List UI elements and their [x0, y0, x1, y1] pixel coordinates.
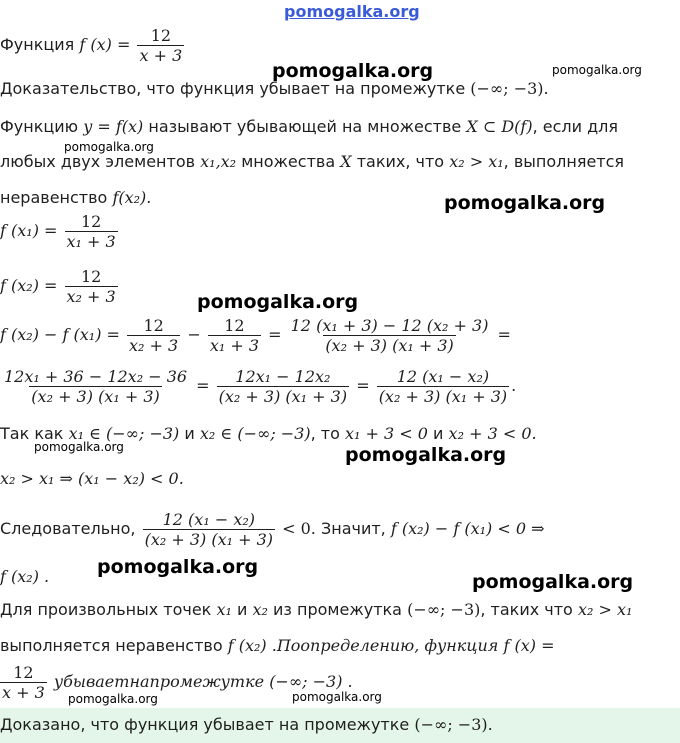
fraction-denominator: x₁ + 3 [66, 232, 116, 251]
watermark: pomogalka.org [552, 63, 642, 77]
definition-expr: f(x₂). [112, 188, 152, 207]
arbitrary-text: , таких что [480, 600, 573, 619]
difference-fraction [289, 316, 491, 355]
difference-fraction [208, 316, 261, 355]
fraction-numerator: 12 (x₁ + 3) − 12 (x₂ + 3) [290, 316, 489, 335]
watermark: pomogalka.org [97, 556, 259, 578]
therefore-text: Следовательно, [0, 519, 136, 538]
difference-fraction [217, 367, 349, 406]
definition-text: любых двух элементов [0, 152, 196, 171]
therefore-fraction [143, 510, 275, 549]
fx2-end-expr: f (x₂) . [0, 567, 50, 586]
implication-expr: x₂ > x₁ ⇒ (x₁ − x₂) < 0. [0, 469, 184, 488]
fraction-numerator: 12 [143, 316, 164, 335]
arbitrary-expr: x₂ > x₁ [577, 600, 633, 619]
arbitrary-expr: f (x₂) .Поопределению, функция f (x) = [227, 636, 555, 655]
watermark: pomogalka.org [345, 444, 507, 466]
conclusion-text: Доказано, что функция убывает на промежутке [0, 715, 410, 734]
fraction-numerator: 12 [80, 212, 102, 231]
implication-line [0, 469, 184, 489]
fraction-denominator: (x₂ + 3) (x₁ + 3) [378, 387, 508, 406]
arbitrary-line-2 [0, 636, 555, 656]
fraction-denominator: x₁ + 3 [209, 336, 260, 355]
difference-equation-1 [0, 316, 511, 355]
prove-text: Доказательство, что функция убывает на промежутке [0, 79, 466, 98]
therefore-expr: < 0. [282, 519, 316, 538]
arbitrary-expr: x₂ [252, 600, 268, 619]
arbitrary-line-1 [0, 600, 632, 620]
therefore-line [0, 510, 545, 549]
operator: = [497, 325, 511, 344]
since-line [0, 424, 537, 444]
since-expr: x₁ ∈ (−∞; −3) [68, 424, 180, 443]
fraction-numerator: 12x₁ + 36 − 12x₂ − 36 [4, 367, 188, 386]
function-fraction [137, 26, 184, 65]
since-expr: x₂ ∈ (−∞; −3) [199, 424, 311, 443]
operator: = [196, 376, 210, 395]
difference-fraction [2, 367, 189, 406]
definition-line-3 [0, 188, 151, 208]
fx2-end-line [0, 567, 49, 587]
watermark: pomogalka.org [197, 291, 359, 313]
definition-expr: x₂ > x₁ [449, 152, 504, 171]
function-lhs: f (x) = [79, 35, 131, 54]
definition-text: называют убывающей на множестве [148, 117, 462, 136]
definition-text: неравенство [0, 188, 108, 207]
fraction-denominator: (x₂ + 3) (x₁ + 3) [325, 336, 454, 355]
fraction-denominator: (x₂ + 3) (x₁ + 3) [144, 530, 274, 549]
since-text: , то [310, 424, 340, 443]
function-label: Функция [0, 35, 75, 54]
watermark: pomogalka.org [64, 140, 154, 154]
watermark-top: pomogalka.org [284, 2, 420, 21]
definition-line-2 [0, 152, 624, 172]
fx1-equation [0, 212, 120, 251]
definition-text: Функцию [0, 117, 79, 136]
fx2-fraction [65, 267, 118, 306]
function-definition-line [0, 26, 186, 65]
fraction-denominator: (x₂ + 3) (x₁ + 3) [31, 387, 160, 406]
therefore-expr: f (x₂) − f (x₁) < 0 ⇒ [390, 519, 545, 538]
fraction-denominator: x₂ + 3 [66, 287, 116, 306]
difference-equation-2 [0, 367, 516, 406]
arbitrary-text: Для произвольных точек [0, 600, 212, 619]
operator: . [511, 376, 517, 395]
since-expr: x₁ + 3 < 0 [345, 424, 428, 443]
fraction-numerator: 12 [224, 316, 245, 335]
definition-text: множества [241, 152, 336, 171]
fraction-numerator: 12 [13, 663, 34, 682]
definition-text: таких, что [356, 152, 445, 171]
prove-interval: (−∞; −3). [470, 79, 549, 98]
fx2-equation [0, 267, 120, 306]
difference-fraction [377, 367, 509, 406]
arbitrary-expr: убываетнапромежутке (−∞; −3) . [53, 672, 353, 691]
definition-expr: x₁,x₂ [200, 152, 237, 171]
fraction-denominator: x + 3 [2, 683, 45, 702]
arbitrary-text: и [236, 600, 248, 619]
difference-fraction [127, 316, 180, 355]
fraction-numerator: 12x₁ − 12x₂ [235, 367, 331, 386]
conclusion-box [0, 708, 680, 743]
prove-statement [0, 79, 549, 99]
arbitrary-text: выполняется неравенство [0, 636, 223, 655]
fraction-numerator: 12 (x₁ − x₂) [396, 367, 490, 386]
operator: − [187, 325, 201, 344]
definition-text: , выполняется [503, 152, 625, 171]
equation-lhs: f (x₂) = [0, 276, 58, 295]
since-text: Так как [0, 424, 64, 443]
arbitrary-line-3 [0, 663, 353, 702]
definition-expr: X [340, 152, 352, 171]
fraction-denominator: (x₂ + 3) (x₁ + 3) [218, 387, 348, 406]
definition-text: , если для [532, 117, 618, 136]
arbitrary-text: из промежутка [273, 600, 402, 619]
watermark: pomogalka.org [292, 690, 382, 704]
since-expr: x₂ + 3 < 0. [448, 424, 537, 443]
fraction-numerator: 12 [80, 267, 102, 286]
arbitrary-fraction [0, 663, 47, 702]
arbitrary-expr: (−∞; −3) [407, 600, 481, 619]
conclusion-line [0, 715, 493, 735]
conclusion-interval: (−∞; −3). [414, 715, 493, 734]
watermark: pomogalka.org [34, 440, 124, 454]
operator: = [268, 325, 282, 344]
fraction-numerator: 12 [150, 26, 172, 45]
equation-lhs: f (x₁) = [0, 221, 58, 240]
definition-line-1 [0, 117, 618, 137]
since-text: и [184, 424, 195, 443]
definition-expr: y = f(x) [83, 117, 144, 136]
fraction-denominator: x + 3 [139, 46, 183, 65]
operator: = [356, 376, 370, 395]
watermark: pomogalka.org [444, 192, 606, 214]
equation-lhs: f (x₂) − f (x₁) = [0, 325, 120, 344]
since-text: и [433, 424, 444, 443]
therefore-text: Значит, [320, 519, 386, 538]
watermark: pomogalka.org [272, 60, 434, 82]
fraction-denominator: x₂ + 3 [129, 336, 179, 355]
fraction-numerator: 12 (x₁ − x₂) [162, 510, 255, 529]
watermark: pomogalka.org [68, 692, 158, 706]
definition-expr: X ⊂ D(f) [466, 117, 533, 136]
watermark: pomogalka.org [472, 571, 634, 593]
arbitrary-expr: x₁ [216, 600, 232, 619]
fx1-fraction [65, 212, 118, 251]
